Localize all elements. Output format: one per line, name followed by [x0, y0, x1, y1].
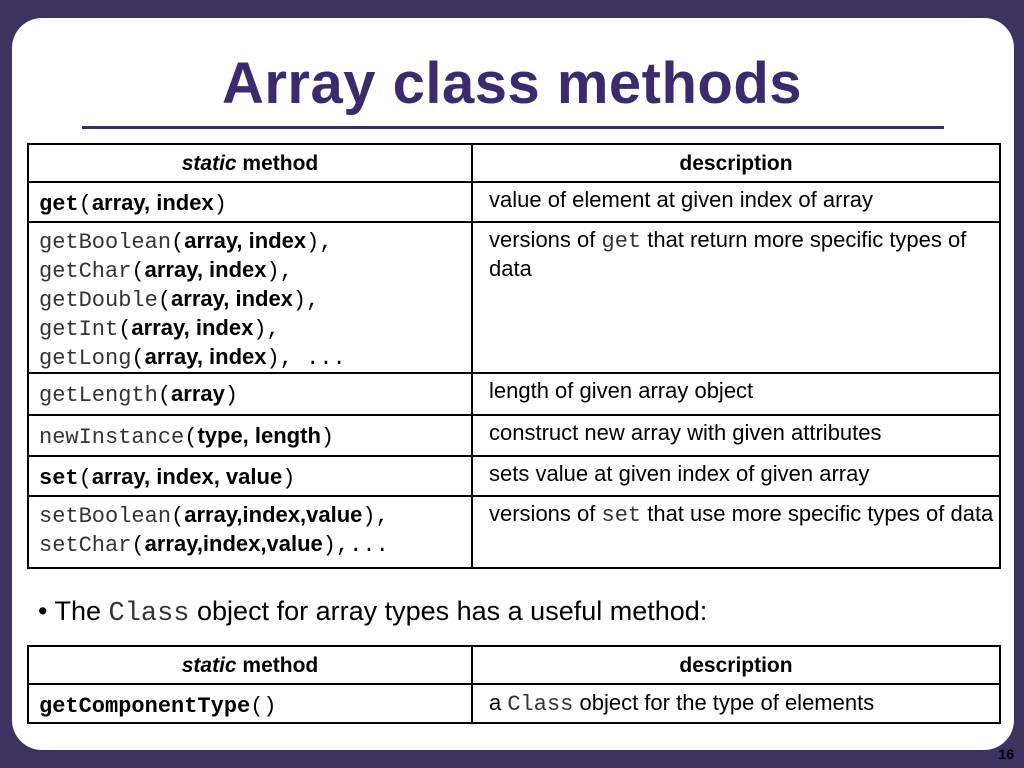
method-signature: getComponentType() — [28, 684, 472, 723]
method-signature — [28, 182, 472, 222]
method-signature — [28, 415, 472, 456]
header-method: static method — [28, 144, 472, 182]
method-line: newInstance(type, length) — [39, 423, 335, 450]
header-description: description — [472, 646, 1000, 684]
table-row — [28, 182, 1000, 222]
methods-table — [27, 143, 1001, 569]
method-description: a Class object for the type of elements — [472, 684, 1000, 723]
method-signature — [28, 373, 472, 415]
method-line: getChar(array, index), — [39, 257, 293, 284]
class-method-table — [27, 645, 1001, 724]
method-line: getLength(array) — [39, 381, 239, 408]
method-signature — [28, 496, 472, 568]
method-signature — [28, 222, 472, 373]
method-line: setBoolean(array,index,value), — [39, 502, 389, 529]
method-description: versions of set that use more specific types of data — [472, 496, 1000, 568]
method-line: get(array, index) — [39, 190, 227, 217]
method-signature — [28, 456, 472, 496]
method-description: sets value at given index of given array — [472, 456, 1000, 496]
header-description: description — [472, 144, 1000, 182]
method-description: construct new array with given attributes — [472, 415, 1000, 456]
table-row — [28, 456, 1000, 496]
table-row — [28, 415, 1000, 456]
bullet-text: • The Class object for array types has a useful method: — [38, 596, 708, 629]
method-description: value of element at given index of array — [472, 182, 1000, 222]
table-header-row — [28, 646, 1000, 684]
method-description: length of given array object — [472, 373, 1000, 415]
method-line: getLong(array, index), ... — [39, 344, 346, 371]
header-method: static method — [28, 646, 472, 684]
table-header-row — [28, 144, 1000, 182]
method-line: getInt(array, index), — [39, 315, 280, 342]
page-number: 16 — [998, 746, 1014, 762]
method-line: getDouble(array, index), — [39, 286, 320, 313]
table-row — [28, 222, 1000, 373]
slide-title: Array class methods — [221, 51, 803, 116]
method-line: getBoolean(array, index), — [39, 228, 333, 255]
table-row — [28, 373, 1000, 415]
method-description: versions of get that return more specific types of data — [472, 222, 1000, 373]
table-row — [28, 496, 1000, 568]
table-row — [28, 684, 1000, 723]
method-line: set(array, index, value) — [39, 464, 296, 491]
title-underline — [82, 126, 944, 129]
method-line: setChar(array,index,value),... — [39, 531, 389, 558]
